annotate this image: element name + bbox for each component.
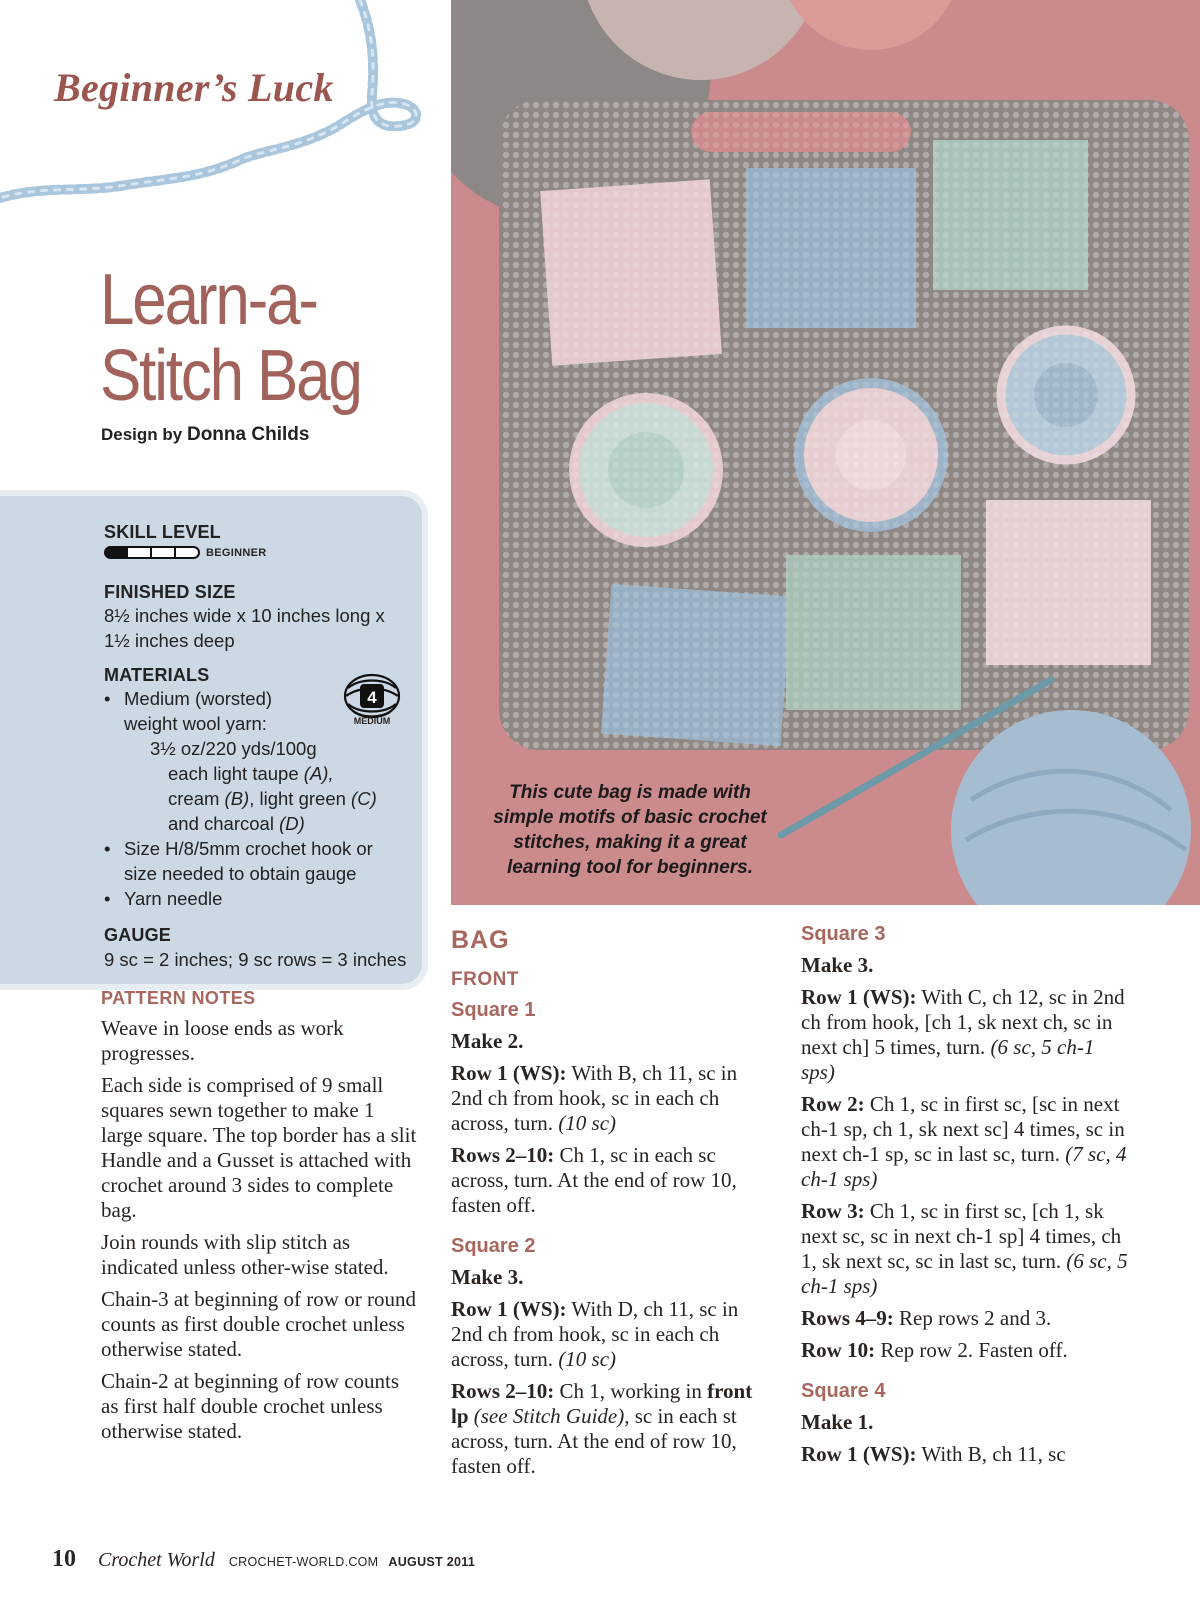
materials-line: and charcoal (D)	[168, 813, 305, 834]
page-footer	[52, 1546, 475, 1573]
square-2-rows-2-10: Rows 2–10: Ch 1, working in front lp (see Stitch Guide), sc in each st across, turn. At the end of row 10, fasten off.	[451, 1379, 753, 1478]
skill-segment	[152, 546, 176, 559]
pattern-note: Each side is comprised of 9 small squares sewn together to make 1 large square. The top border has a slit Handle and a Gusset is attached with crochet around 3 sides to complete bag.	[101, 1073, 417, 1222]
decorative-chain	[0, 0, 440, 230]
skill-segment	[128, 546, 152, 559]
bag-heading: BAG	[451, 926, 510, 954]
square-2-make: Make 3.	[451, 1265, 524, 1289]
instructions-column-2	[801, 922, 1131, 1474]
skill-segment	[176, 546, 200, 559]
square-4-make: Make 1.	[801, 1410, 874, 1434]
square-3-row-1: Row 1 (WS): With C, ch 12, sc in 2nd ch from hook, [ch 1, sk next ch, sc in next ch] 5 times, turn. (6 sc, 5 ch-1 sps)	[801, 985, 1125, 1084]
square-2-row-1: Row 1 (WS): With D, ch 11, sc in 2nd ch from hook, sc in each ch across, turn. (10 sc)	[451, 1297, 739, 1371]
front-heading: FRONT	[451, 969, 519, 990]
skill-segment	[104, 546, 128, 559]
issue-date: AUGUST 2011	[388, 1555, 476, 1569]
square-4-row-1: Row 1 (WS): With B, ch 11, sc	[801, 1442, 1066, 1466]
materials-line: • Medium (worsted)	[124, 688, 273, 709]
materials-line: weight wool yarn:	[124, 713, 267, 734]
finished-size-heading: FINISHED SIZE	[104, 582, 236, 602]
section-label: Beginner’s Luck	[54, 65, 334, 110]
yarn-weight-number: 4	[367, 688, 377, 707]
pattern-note: Chain-3 at beginning of row or round counts as first double crochet unless otherwise stated.	[101, 1287, 416, 1361]
materials-line: cream (B), light green (C)	[168, 788, 377, 809]
materials-line: 3½ oz/220 yds/100g	[150, 738, 317, 759]
page-number: 10	[52, 1546, 76, 1572]
bag-photo	[451, 0, 1200, 905]
square-1-rows-2-10: Rows 2–10: Ch 1, sc in each sc across, turn. At the end of row 10, fasten off.	[451, 1143, 737, 1217]
square-3-rows-4-9: Rows 4–9: Rep rows 2 and 3.	[801, 1306, 1052, 1330]
gauge-text: 9 sc = 2 inches; 9 sc rows = 3 inches	[104, 949, 407, 970]
square-3-heading: Square 3	[801, 923, 886, 945]
square-4-heading: Square 4	[801, 1380, 886, 1402]
pattern-note: Chain-2 at beginning of row counts as first half double crochet unless otherwise stated.	[101, 1369, 400, 1443]
skill-level-label: BEGINNER	[206, 546, 267, 559]
materials-line: each light taupe (A),	[168, 763, 334, 784]
square-2-heading: Square 2	[451, 1235, 536, 1257]
square-1-row-1: Row 1 (WS): With B, ch 11, sc in 2nd ch from hook, sc in each ch across, turn. (10 sc)	[451, 1061, 738, 1135]
materials-item-yarn	[104, 686, 404, 836]
pattern-title: Learn-a-Stitch Bag	[100, 260, 361, 416]
pattern-notes-column	[101, 988, 421, 1451]
pattern-notes-heading: PATTERN NOTES	[101, 988, 256, 1008]
instructions-column-1	[451, 928, 773, 1486]
square-3-make: Make 3.	[801, 953, 874, 977]
square-3-row-10: Row 10: Rep row 2. Fasten off.	[801, 1338, 1068, 1362]
finished-size-text: 8½ inches wide x 10 inches long x 1½ inches deep	[104, 605, 385, 651]
materials-list	[104, 686, 404, 911]
materials-item-hook: • Size H/8/5mm crochet hook or size needed to obtain gauge	[104, 836, 404, 886]
magazine-name: Crochet World	[98, 1549, 215, 1571]
magazine-url: CROCHET-WORLD.COM	[228, 1555, 379, 1569]
photo-caption: This cute bag is made with simple motifs of basic crochet stitches, making it a great learning tool for beginners.	[493, 782, 767, 878]
materials-item-needle: • Yarn needle	[104, 886, 404, 911]
pattern-note: Join rounds with slip stitch as indicated unless other-wise stated.	[101, 1230, 389, 1279]
square-3-row-2: Row 2: Ch 1, sc in first sc, [sc in next ch-1 sp, ch 1, sk next sc] 4 times, sc in next ch-1 sp, sc in last sc, turn. (7 sc, 4 ch-1 sps)	[801, 1092, 1127, 1191]
skill-level-heading: SKILL LEVEL	[104, 522, 221, 542]
designer-name: Donna Childs	[186, 424, 310, 445]
gauge-heading: GAUGE	[104, 925, 172, 945]
square-1-heading: Square 1	[451, 999, 536, 1021]
square-1-make: Make 2.	[451, 1029, 524, 1053]
skill-level-meter	[104, 546, 266, 559]
materials-heading: MATERIALS	[104, 665, 210, 685]
byline	[101, 424, 309, 446]
yarn-weight-label: MEDIUM	[353, 716, 391, 726]
pattern-note: Weave in loose ends as work progresses.	[101, 1016, 344, 1065]
byline-prefix: Design by	[101, 425, 183, 444]
square-3-row-3: Row 3: Ch 1, sc in first sc, [ch 1, sk next sc, sc in next ch-1 sp] 4 times, ch 1, sk next sc, sc in last sc, turn. (6 sc, 5 ch-1 sps)	[801, 1199, 1128, 1298]
